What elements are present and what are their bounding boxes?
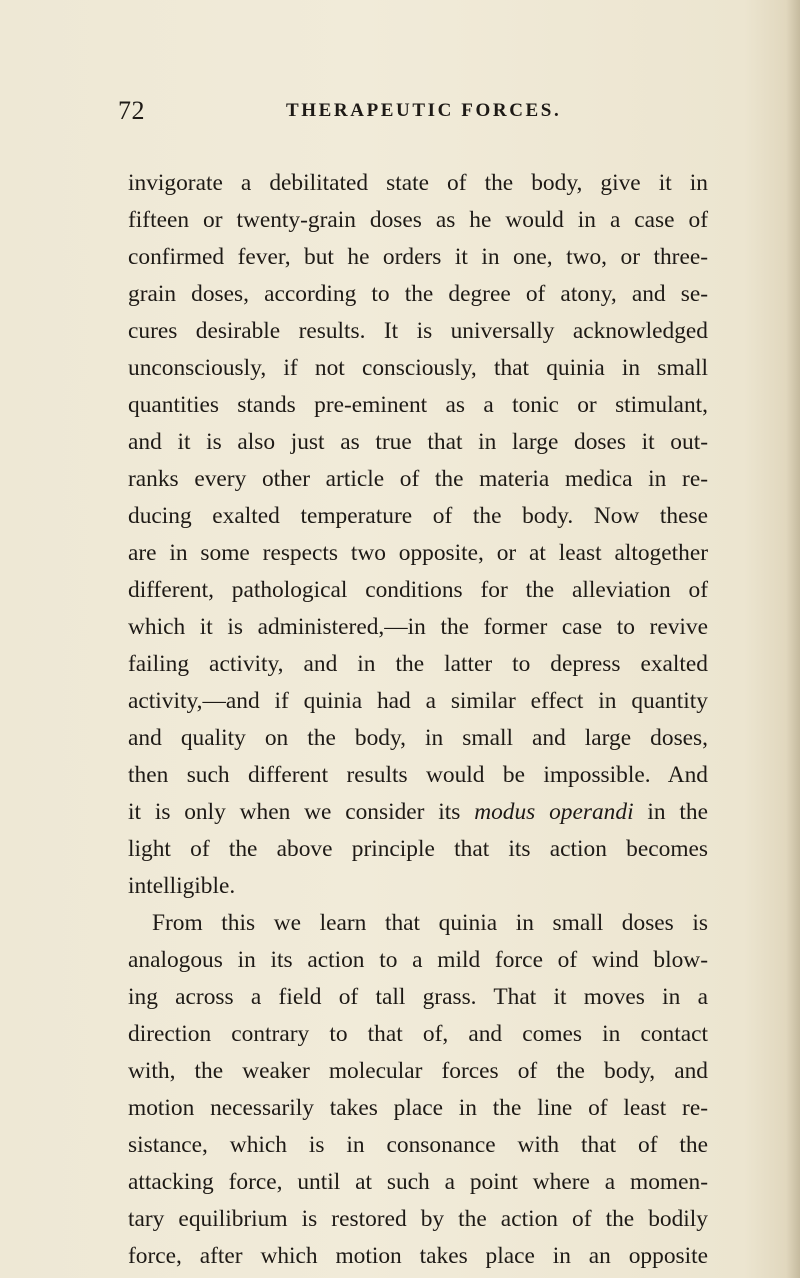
text-line: ing across a field of tall grass. That it moves in a [128,984,708,1010]
text-line: with, the weaker molecular forces of the body, and [128,1058,708,1084]
text-line: and it is also just as true that in large doses it out- [128,429,708,455]
text-line: analogous in its action to a mild force of wind blow- [128,947,708,973]
text-line: tary equilibrium is restored by the action of the bodily [128,1206,708,1232]
text-line: ducing exalted temperature of the body. Now these [128,503,708,529]
page-edge-shadow [786,0,800,1278]
text-line: motion necessarily takes place in the line of least re- [128,1095,708,1121]
text-line: force, after which motion takes place in an opposite [128,1243,708,1269]
text-line-with-italic [128,794,708,831]
text-line: fifteen or twenty-grain doses as he would in a case of [128,207,708,233]
text-line: different, pathological conditions for the alleviation of [128,577,708,603]
text-line: unconsciously, if not consciously, that quinia in small [128,355,708,381]
text-line: then such different results would be impossible. And [128,762,708,788]
text-line: direction contrary to that of, and comes in contact [128,1021,708,1047]
text-line: light of the above principle that its action becomes [128,836,708,862]
text-line: are in some respects two opposite, or at least altogether [128,540,708,566]
text-line: activity,—and if quinia had a similar effect in quantity [128,688,708,714]
text-line: quantities stands pre-eminent as a tonic or stimulant, [128,392,708,418]
text-line: and quality on the body, in small and large doses, [128,725,708,751]
text-line: intelligible. [128,873,236,899]
text-segment: it is only when we consider its [128,799,461,825]
text-segment: in the [647,799,708,825]
page-number: 72 [118,96,145,125]
text-line: confirmed fever, but he orders it in one, two, or three- [128,244,708,270]
text-line: cures desirable results. It is universally acknowledged [128,318,708,344]
text-line: failing activity, and in the latter to depress exalted [128,651,708,677]
text-line: ranks every other article of the materia medica in re- [128,466,708,492]
text-line: sistance, which is in consonance with that of the [128,1132,708,1158]
text-line: attacking force, until at such a point where a momen- [128,1169,708,1195]
italic-phrase: modus operandi [474,799,634,825]
page-header [118,94,693,128]
paragraph-first-line: From this we learn that quinia in small doses is [152,910,708,936]
text-line: grain doses, according to the degree of atony, and se- [128,281,708,307]
text-line: invigorate a debilitated state of the body, give it in [128,170,708,196]
body-text [128,165,708,1275]
running-title: THERAPEUTIC FORCES. [286,100,562,121]
text-line: which it is administered,—in the former case to revive [128,614,708,640]
